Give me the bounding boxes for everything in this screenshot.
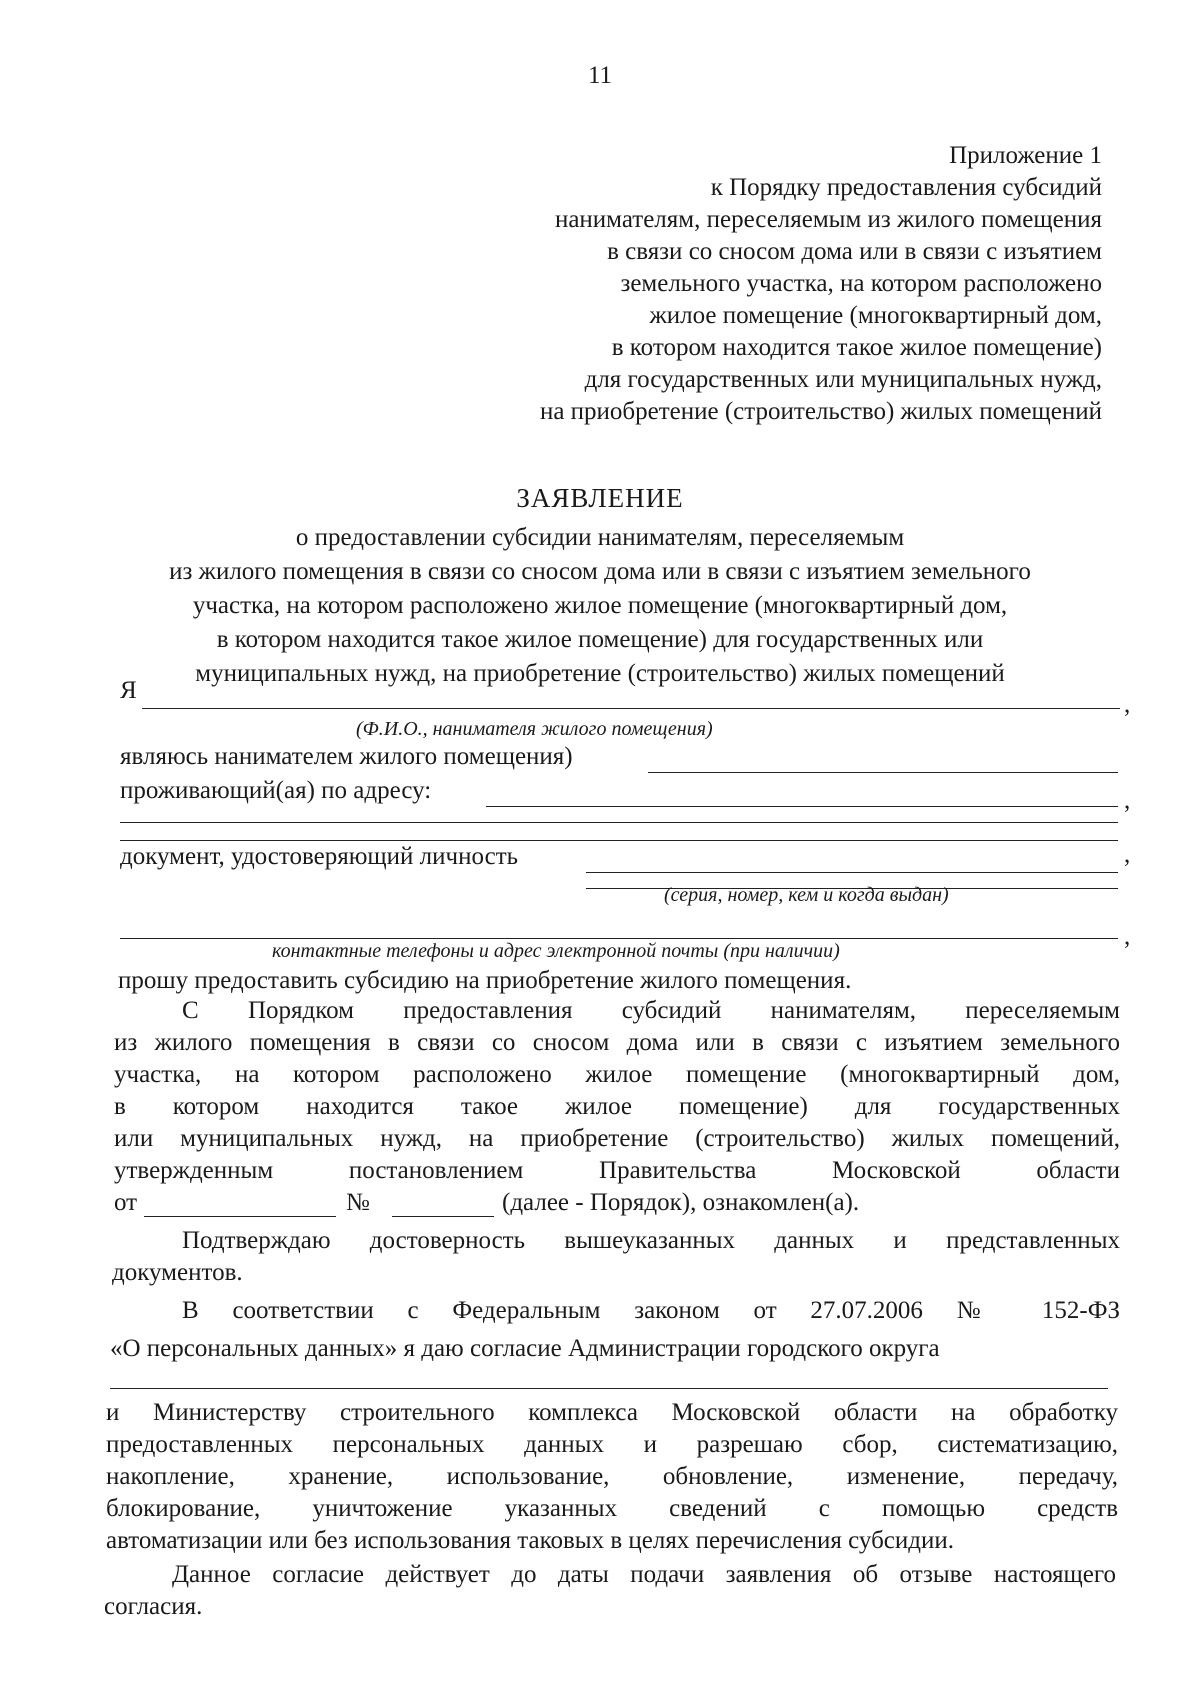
number-sign: № <box>346 1189 370 1216</box>
paragraph-validity-line: согласия. <box>104 1593 203 1620</box>
paragraph-line: утвержденным постановлением Правительства Московской области <box>114 1157 1120 1184</box>
doc-caption: (серия, номер, кем и когда выдан) <box>664 884 949 906</box>
paragraph-line: или муниципальных нужд, на приобретение (строительство) жилых помещений, <box>114 1125 1120 1152</box>
subtitle-line: муниципальных нужд, на приобретение (строительство) жилых помещений <box>195 660 1005 687</box>
subtitle-line: из жилого помещения в связи со сносом дома или в связи с изъятием земельного <box>169 558 1031 585</box>
subtitle-line: в котором находится такое жилое помещение) для государственных или <box>216 626 984 653</box>
tenant-label: являюсь нанимателем жилого помещения) <box>120 743 573 770</box>
appendix-line: в котором находится такое жилое помещение) <box>611 334 1102 361</box>
doc-label: документ, удостоверяющий личность <box>120 843 519 870</box>
district-field-line[interactable] <box>110 1388 1108 1389</box>
doc-field-line[interactable] <box>586 872 1118 873</box>
paragraph-line: блокирование, уничтожение указанных сведений с помощью средств <box>106 1495 1118 1522</box>
comma: , <box>1124 787 1131 814</box>
comma: , <box>1124 841 1131 868</box>
contacts-field-line[interactable] <box>120 938 1118 939</box>
i-label: Я <box>120 677 137 704</box>
paragraph-line: предоставленных персональных данных и разрешаю сбор, систематизацию, <box>106 1431 1118 1458</box>
address-label: проживающий(ая) по адресу: <box>120 777 432 804</box>
paragraph-line: и Министерству строительного комплекса Московской области на обработку <box>106 1399 1118 1426</box>
paragraph-confirm-line: Подтверждаю достоверность вышеуказанных данных и представленных <box>182 1227 1120 1254</box>
appendix-line: Приложение 1 <box>949 142 1102 169</box>
request-text: прошу предоставить субсидию на приобретение жилого помещения. <box>118 967 852 994</box>
paragraph-line: в котором находится такое жилое помещение) для государственных <box>114 1093 1120 1120</box>
appendix-line: нанимателям, переселяемым из жилого помещения <box>554 206 1102 233</box>
date-field-line[interactable] <box>144 1216 336 1217</box>
paragraph-line: накопление, хранение, использование, обновление, изменение, передачу, <box>106 1463 1118 1490</box>
paragraph-consent-line: «О персональных данных» я даю согласие Администрации городского округа <box>110 1335 940 1362</box>
contacts-caption: контактные телефоны и адрес электронной почты (при наличии) <box>272 940 840 962</box>
subtitle-line: о предоставлении субсидии нанимателям, переселяемым <box>295 524 905 551</box>
appendix-line: земельного участка, на котором расположено <box>620 270 1102 297</box>
fio-field-line[interactable] <box>142 708 1120 709</box>
tenant-field-line[interactable] <box>648 772 1118 773</box>
fio-caption: (Ф.И.О., нанимателя жилого помещения) <box>356 718 713 740</box>
appendix-line: к Порядку предоставления субсидий <box>710 174 1102 201</box>
paragraph-consent-line: В соответствии с Федеральным законом от 27.07.2006 № 152-ФЗ <box>182 1297 1120 1324</box>
document-title: ЗАЯВЛЕНИЕ <box>516 483 684 513</box>
paragraph-line: С Порядком предоставления субсидий нанимателям, переселяемым <box>182 997 1120 1024</box>
decree-number-field-line[interactable] <box>392 1216 494 1217</box>
appendix-line: для государственных или муниципальных нужд, <box>584 366 1102 393</box>
ot-label: от <box>114 1189 138 1216</box>
subtitle-line: участка, на котором расположено жилое помещение (многоквартирный дом, <box>192 592 1008 619</box>
address-field-line-3[interactable] <box>120 840 1118 841</box>
paragraph-tail: (далее - Порядок), ознакомлен(а). <box>502 1189 860 1216</box>
appendix-line: в связи со сносом дома или в связи с изъятием <box>607 238 1102 265</box>
paragraph-line: автоматизации или без использования таковых в целях перечисления субсидии. <box>106 1527 955 1554</box>
appendix-line: жилое помещение (многоквартирный дом, <box>649 302 1102 329</box>
paragraph-line: участка, на котором расположено жилое помещение (многоквартирный дом, <box>114 1061 1120 1088</box>
comma: , <box>1124 923 1131 950</box>
page-number: 11 <box>587 62 613 89</box>
comma: , <box>1124 691 1131 718</box>
address-field-line-2[interactable] <box>120 822 1118 823</box>
address-field-line[interactable] <box>486 806 1118 807</box>
paragraph-confirm-line: документов. <box>112 1259 243 1286</box>
paragraph-validity-line: Данное согласие действует до даты подачи заявления об отзыве настоящего <box>172 1561 1116 1588</box>
appendix-line: на приобретение (строительство) жилых помещений <box>539 398 1102 425</box>
paragraph-line: из жилого помещения в связи со сносом дома или в связи с изъятием земельного <box>114 1029 1120 1056</box>
